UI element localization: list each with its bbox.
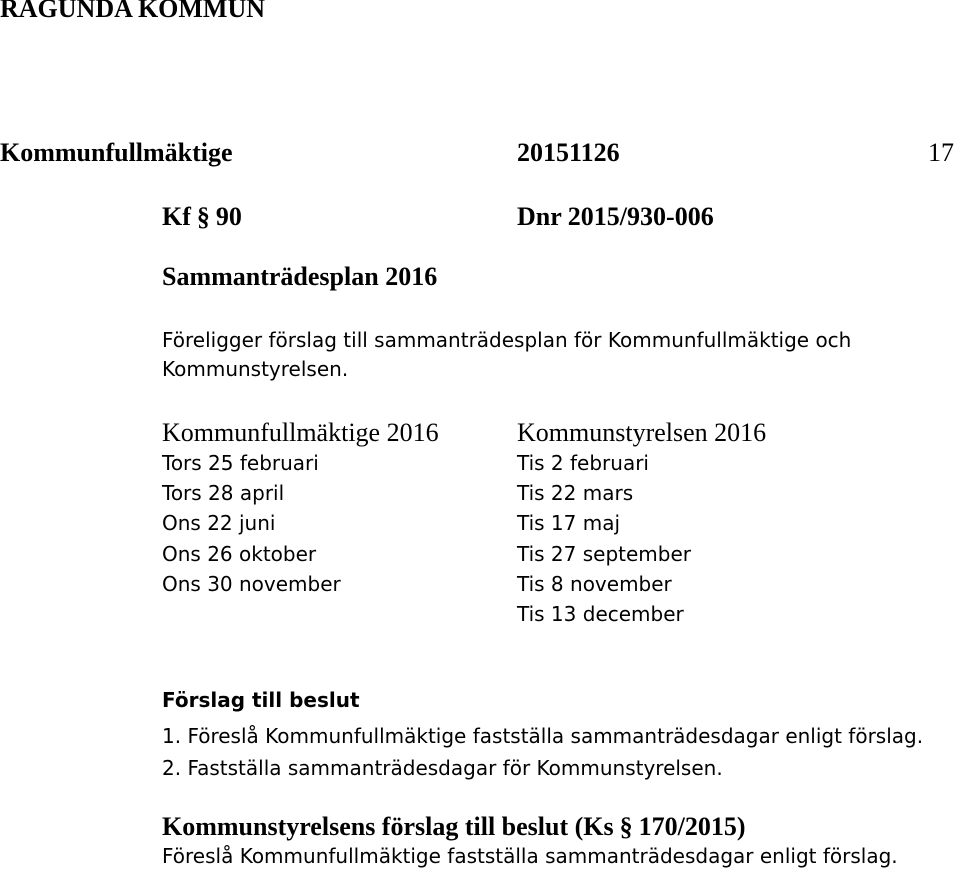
meeting-date: Tis 17 maj (517, 511, 621, 536)
proposal-list (162, 720, 923, 784)
paragraph-label: Kf (162, 202, 191, 231)
ks-proposal-text: Föreslå Kommunfullmäktige fastställa sammanträdesdagar enligt förslag. (162, 844, 898, 868)
organization-name: RAGUNDA KOMMUN (0, 0, 266, 23)
meeting-date: Tis 22 mars (517, 481, 634, 506)
paragraph-reference (162, 202, 242, 232)
ks-proposal-heading (162, 812, 746, 842)
meeting-date: Ons 26 oktober (162, 541, 317, 566)
diary-number: Dnr 2015/930-006 (517, 202, 714, 231)
meeting-date: Tors 28 april (162, 481, 285, 506)
kommunstyrelsen-heading: Kommunstyrelsen 2016 (517, 418, 767, 447)
proposal-item: 1. Föreslå Kommunfullmäktige fastställa sammanträdesdagar enligt förslag. (162, 724, 924, 748)
paragraph-sign: § (619, 812, 633, 841)
paragraph-number: 90 (215, 202, 242, 231)
proposal-item: 2. Fastställa sammanträdesdagar för Kommunstyrelsen. (162, 756, 723, 780)
intro-line: Kommunstyrelsen. (162, 357, 349, 381)
intro-line: Föreligger förslag till sammanträdesplan för Kommunfullmäktige och (162, 328, 852, 352)
meeting-date: Ons 30 november (162, 571, 341, 596)
header-page-number: 17 (928, 138, 954, 167)
meeting-date: Tis 8 november (517, 571, 672, 596)
paragraph-sign: § (196, 202, 210, 231)
proposal-heading: Förslag till beslut (162, 688, 360, 712)
ks-heading-prefix: Kommunstyrelsens förslag till beslut (Ks (162, 812, 614, 841)
header-body: Kommunfullmäktige (0, 138, 233, 167)
page-title: Sammanträdesplan 2016 (162, 262, 438, 291)
kommunstyrelsen-schedule (517, 418, 766, 629)
kommunfullmaktige-schedule (162, 418, 439, 599)
meeting-date: Ons 22 juni (162, 511, 276, 536)
meeting-date: Tors 25 februari (162, 451, 319, 475)
header-date: 20151126 (517, 138, 620, 167)
meeting-date: Tis 2 februari (517, 451, 649, 475)
meeting-date: Tis 27 september (517, 541, 692, 566)
kommunfullmaktige-heading: Kommunfullmäktige 2016 (162, 418, 439, 447)
ks-heading-suffix: 170/2015) (638, 812, 746, 841)
intro-text (162, 326, 851, 384)
meeting-date: Tis 13 december (517, 602, 684, 627)
